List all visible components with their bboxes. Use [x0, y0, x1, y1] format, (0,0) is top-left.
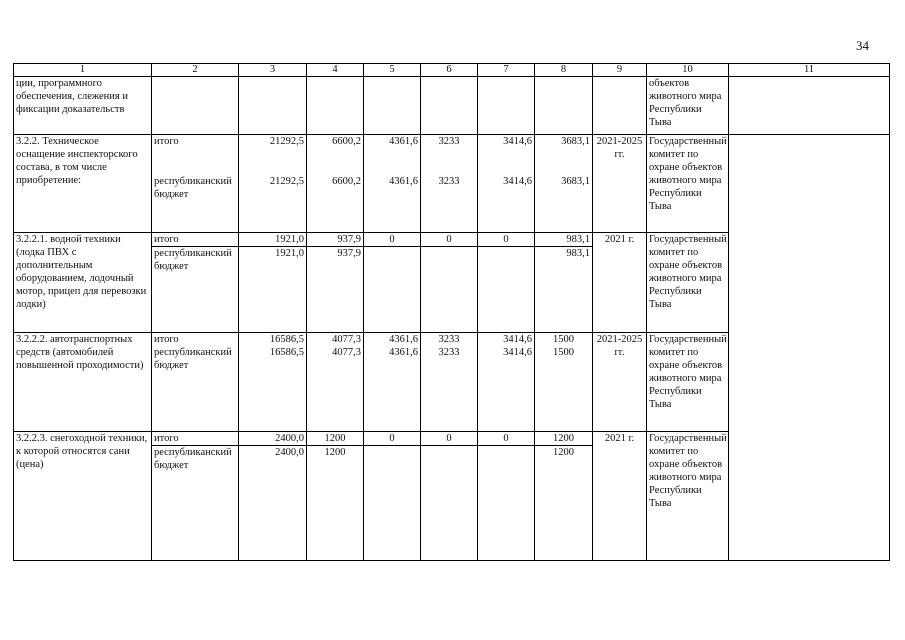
executor: Государственный комитет по охране объектов животного мира Республики Тыва: [647, 333, 729, 432]
source-total: итого: [152, 135, 239, 176]
value-cell: 1200: [535, 446, 593, 561]
value-cell: 1200: [535, 432, 593, 446]
value-cell: 3414,6: [478, 135, 535, 176]
value-cell: [421, 247, 478, 333]
source-budget: республиканский бюджет: [152, 446, 239, 561]
executor: Государственный комитет по охране объектов животного мира Республики Тыва: [647, 233, 729, 333]
value-cell: 2400,0: [239, 432, 307, 446]
value-cell: 0: [364, 233, 421, 247]
value-cell: 983,1: [535, 247, 593, 333]
col-header: 8: [535, 64, 593, 77]
col-header: 1: [14, 64, 152, 77]
value-cell: 3414,6: [478, 346, 535, 432]
period: 2021 г.: [593, 233, 647, 333]
value-cell: [364, 247, 421, 333]
value-cell: 937,9: [307, 247, 364, 333]
column-numbers-row: [14, 64, 890, 77]
value-cell: 3233: [421, 346, 478, 432]
value-cell: 6600,2: [307, 135, 364, 176]
value-cell: 3233: [421, 175, 478, 233]
col-header: 4: [307, 64, 364, 77]
value-cell: 1921,0: [239, 247, 307, 333]
value-cell: 1500: [535, 333, 593, 347]
col-header: 10: [647, 64, 729, 77]
executor: объектов животного мира Республики Тыва: [647, 77, 729, 135]
measure-name: 3.2.2.1. водной техники (лодка ПВХ с дополнительным оборудованием, лодочный мотор, прицеп для перевозки лодки): [14, 233, 152, 333]
period: 2021 г.: [593, 432, 647, 561]
value-cell: 4361,6: [364, 333, 421, 347]
executor: Государственный комитет по охране объектов животного мира Республики Тыва: [647, 432, 729, 561]
period: 2021-2025 гг.: [593, 333, 647, 432]
notes-cell: [729, 135, 890, 561]
value-cell: [364, 446, 421, 561]
executor: Государственный комитет по охране объектов животного мира Республики Тыва: [647, 135, 729, 233]
col-header: 7: [478, 64, 535, 77]
value-cell: 983,1: [535, 233, 593, 247]
page-number: 34: [856, 38, 869, 53]
continuation-row: [14, 77, 890, 135]
budget-table: [13, 63, 890, 561]
value-cell: 1921,0: [239, 233, 307, 247]
source-total: итого: [152, 432, 239, 446]
value-cell: 16586,5: [239, 346, 307, 432]
value-cell: 21292,5: [239, 175, 307, 233]
value-cell: 3233: [421, 135, 478, 176]
value-cell: 4361,6: [364, 135, 421, 176]
value-cell: 21292,5: [239, 135, 307, 176]
value-cell: 0: [421, 233, 478, 247]
value-cell: 4077,3: [307, 346, 364, 432]
measure-name: 3.2.2.2. автотранспортных средств (автомобилей повышенной проходимости): [14, 333, 152, 432]
value-cell: 0: [421, 432, 478, 446]
value-cell: 2400,0: [239, 446, 307, 561]
value-cell: 3683,1: [535, 135, 593, 176]
source-total: итого: [152, 333, 239, 347]
value-cell: 16586,5: [239, 333, 307, 347]
measure-name: 3.2.2. Техническое оснащение инспекторского состава, в том числе приобретение:: [14, 135, 152, 233]
value-cell: 0: [478, 233, 535, 247]
source-budget: республиканский бюджет: [152, 247, 239, 333]
period: 2021-2025 гг.: [593, 135, 647, 233]
value-cell: 0: [364, 432, 421, 446]
col-header: 11: [729, 64, 890, 77]
source-budget: республиканский бюджет: [152, 346, 239, 432]
value-cell: 3233: [421, 333, 478, 347]
col-header: 9: [593, 64, 647, 77]
col-header: 5: [364, 64, 421, 77]
value-cell: [478, 446, 535, 561]
value-cell: 6600,2: [307, 175, 364, 233]
measure-name: 3.2.2.3. снегоходной техники, к которой относятся сани (цена): [14, 432, 152, 561]
col-header: 3: [239, 64, 307, 77]
col-header: 6: [421, 64, 478, 77]
value-cell: 4361,6: [364, 346, 421, 432]
value-cell: 3414,6: [478, 175, 535, 233]
value-cell: 4361,6: [364, 175, 421, 233]
measure-name: ции, программного обеспечения, слежения и фиксации доказательств: [14, 77, 152, 135]
source-budget: республиканский бюджет: [152, 175, 239, 233]
table-row: [14, 135, 890, 176]
value-cell: 937,9: [307, 233, 364, 247]
value-cell: [478, 247, 535, 333]
value-cell: 1200: [307, 432, 364, 446]
value-cell: 3683,1: [535, 175, 593, 233]
value-cell: 3414,6: [478, 333, 535, 347]
source-total: итого: [152, 233, 239, 247]
value-cell: 1200: [307, 446, 364, 561]
value-cell: 1500: [535, 346, 593, 432]
col-header: 2: [152, 64, 239, 77]
value-cell: 0: [478, 432, 535, 446]
value-cell: 4077,3: [307, 333, 364, 347]
value-cell: [421, 446, 478, 561]
